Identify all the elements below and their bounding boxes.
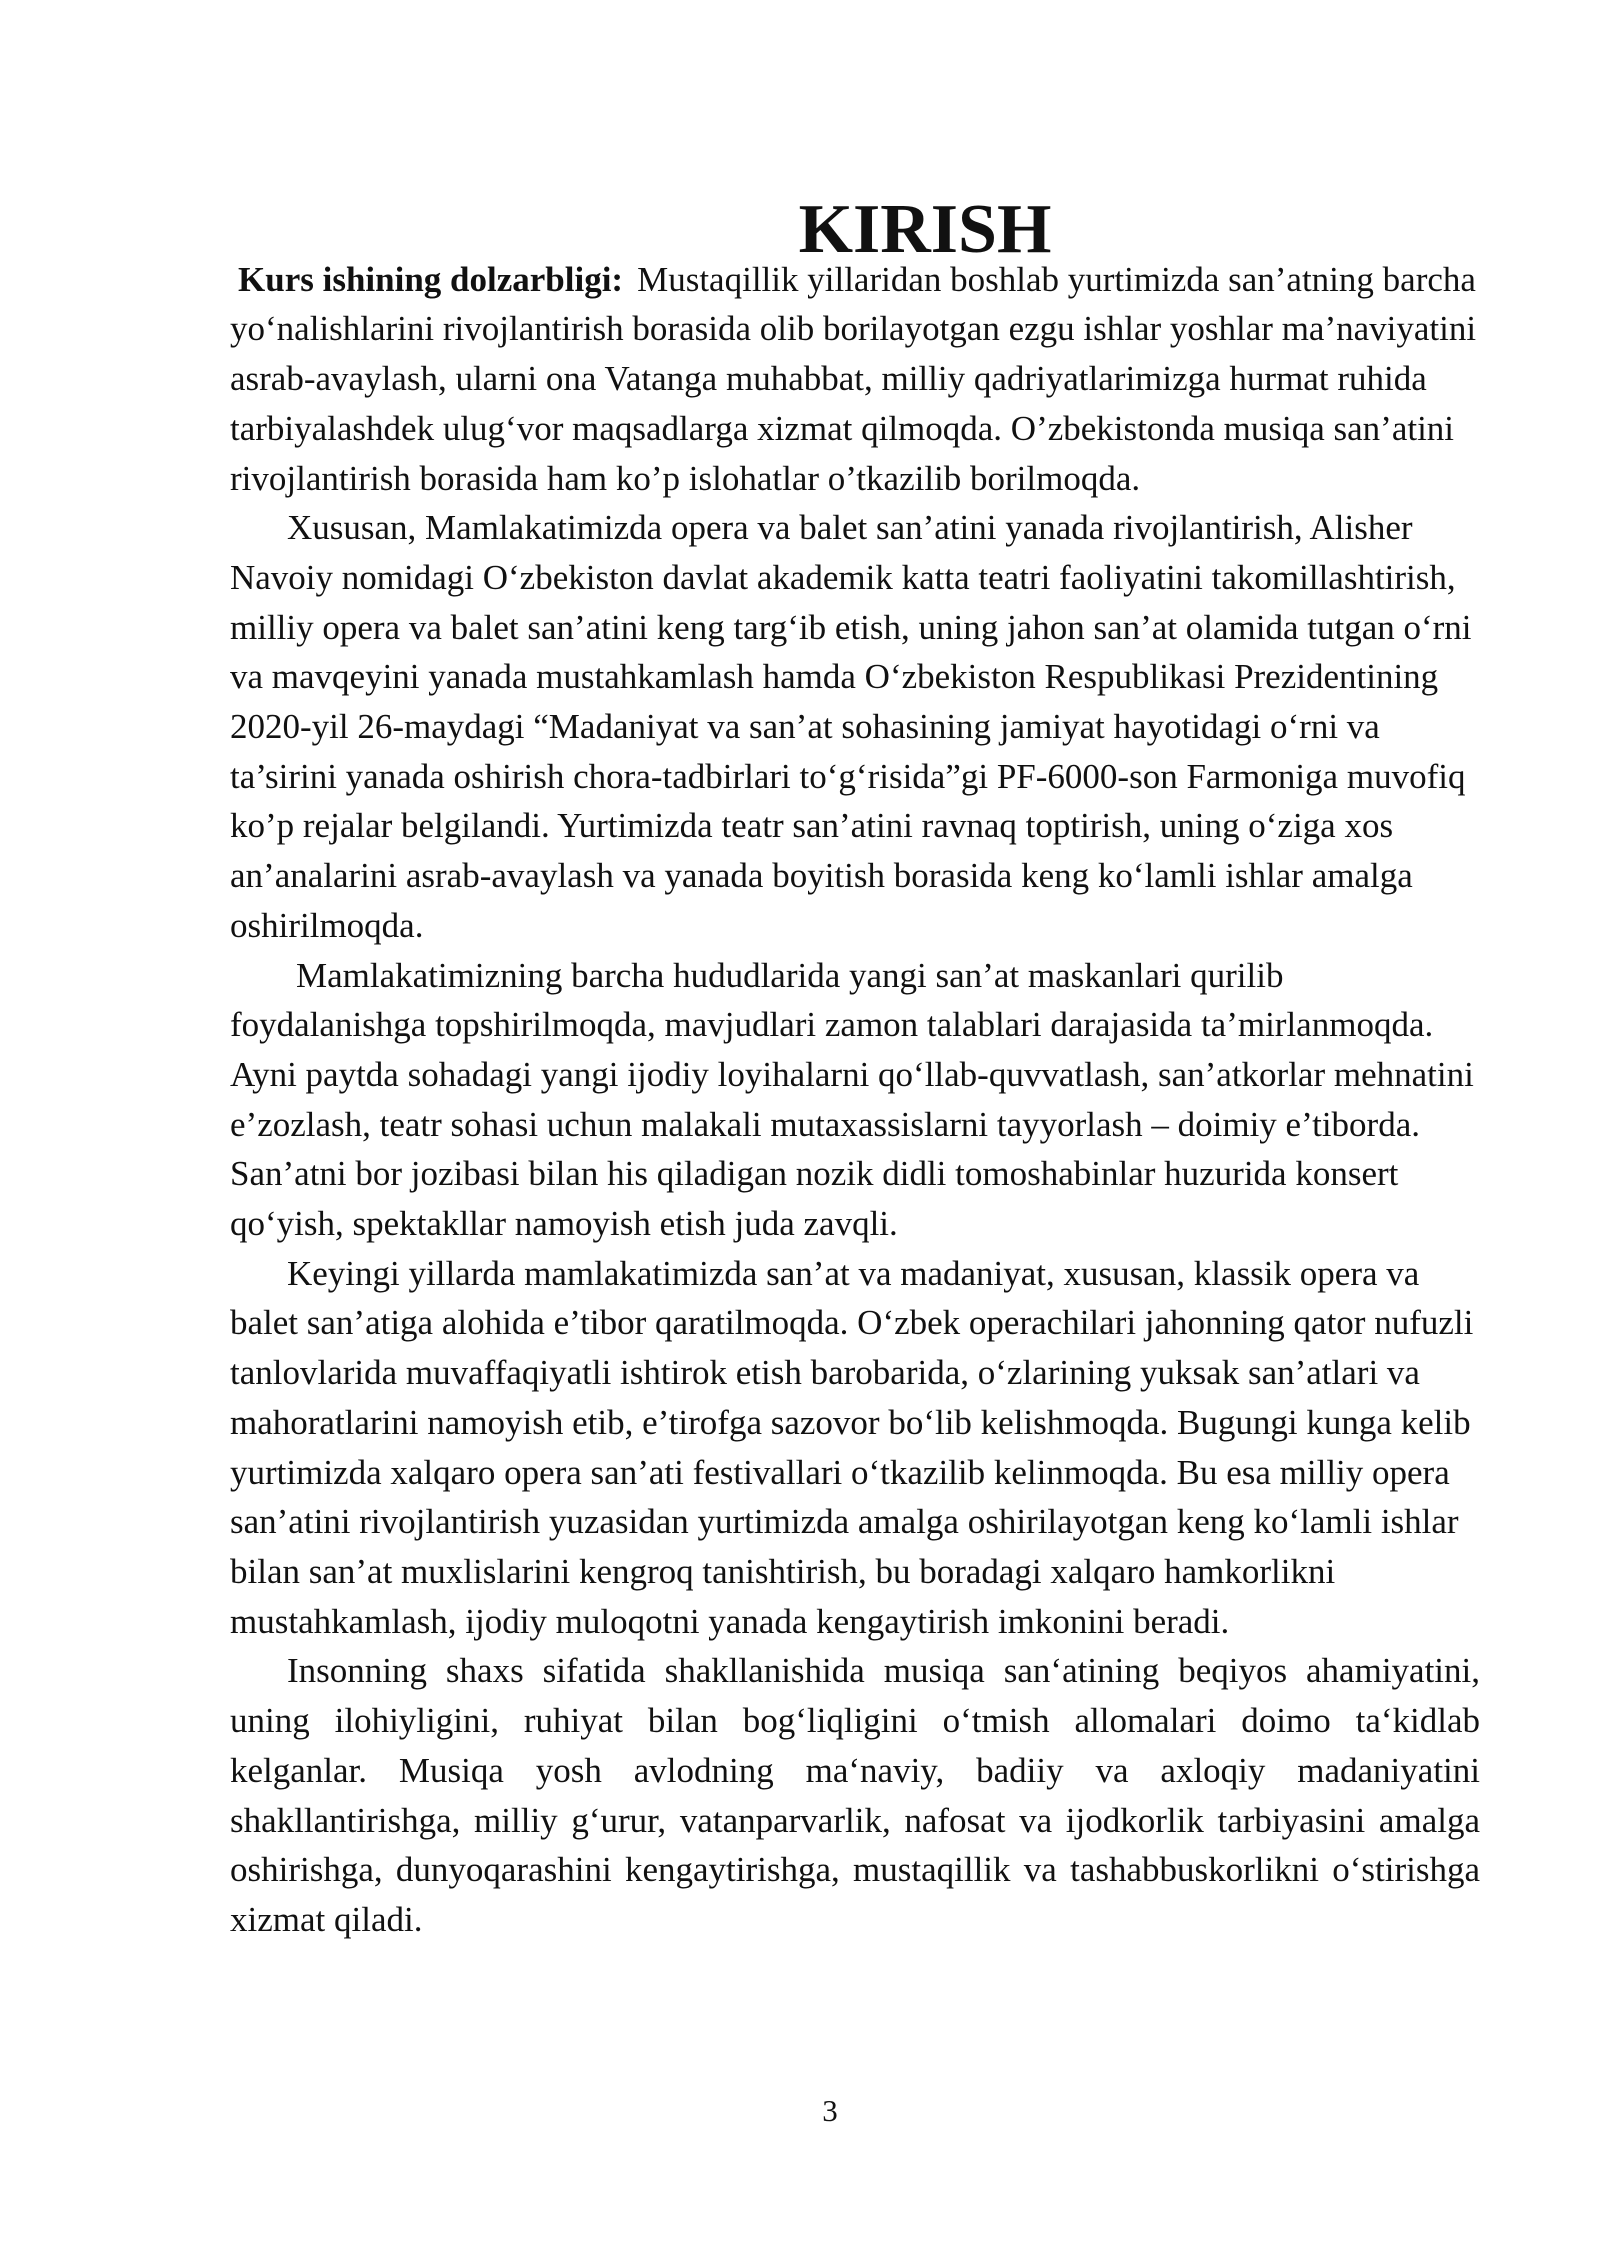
section-heading: KIRISH — [798, 191, 1052, 268]
paragraph-art-venues: Mamlakatimizning barcha hududlarida yangi san’at maskanlari qurilib foydalanishga topshirilmoqda, mavjudlari zamon talablari darajasida ta’mirlanmoqda. Ayni paytda sohadagi yangi ijodiy loyihalarni qo‘llab-quvvatlash, san’atkorlar mehnatini e’zozlash, teatr sohasi uchun malakali mutaxassislarni tayyorlash – doimiy e’tiborda. San’atni bor jozibasi bilan his qiladigan nozik didli tomoshabinlar huzurida konsert qo‘yish, spektakllar namoyish etish juda zavqli. — [230, 955, 1474, 1244]
document-body — [230, 191, 1480, 1945]
paragraph-music-importance: Insonning shaxs sifatida shakllanishida musiqa san‘atining beqiyos ahamiyatini, uning ilohiyligini, ruhiyat bilan bog‘liqligini o‘tmish allomalari doimo ta‘kidlab kelganlar. Musiqa yosh avlodning ma‘naviy, badiiy va axloqiy madaniyatini shakllantirishga, milliy g‘urur, vatanparvarlik, nafosat va ijodkorlik tarbiyasini amalga oshirishga, dunyoqarashini kengaytirishga, mustaqillik va tashabbuskorlikni o‘stirishga xizmat qiladi. — [230, 1651, 1480, 1939]
paragraph-classical-opera: Keyingi yillarda mamlakatimizda san’at va madaniyat, xususan, klassik opera va balet san’atiga alohida e’tibor qaratilmoqda. O‘zbek operachilari jahonning qator nufuzli tanlovlarida muvaffaqiyatli ishtirok etish barobarida, o‘zlarining yuksak san’atlari va mahoratlarini namoyish etib, e’tirofga sazovor bo‘lib kelishmoqda. Bugungi kunga kelib yurtimizda xalqaro opera san’ati festivallari o‘tkazilib kelinmoqda. Bu esa milliy opera san’atini rivojlantirish yuzasidan yurtimizda amalga oshirilayotgan keng ko‘lamli ishlar bilan san’at muxlislarini kengroq tanishtirish, bu boradagi xalqaro hamkorlikni mustahkamlash, ijodiy muloqotni yanada kengaytirish imkonini beradi. — [230, 1253, 1474, 1641]
paragraph-opera-ballet: Xususan, Mamlakatimizda opera va balet san’atini yanada rivojlantirish, Alisher Navoiy nomidagi O‘zbekiston davlat akademik katta teatri faoliyatini takomillashtirish, milliy opera va balet san’atini keng targ‘ib etish, uning jahon san’at olamida tutgan o‘rni va mavqeyini yanada mustahkamlash hamda O‘zbekiston Respublikasi Prezidentining 2020-yil 26-maydagi “Madaniyat va san’at sohasining jamiyat hayotidagi o‘rni va ta’sirini yanada oshirish chora-tadbirlari to‘g‘risida”gi PF-6000-son Farmoniga muvofiq ko’p rejalar belgilandi. Yurtimizda teatr san’atini ravnaq toptirish, uning o‘ziga xos an’analarini asrab-avaylash va yanada boyitish borasida keng ko‘lamli ishlar amalga oshirilmoqda. — [230, 508, 1472, 945]
page-number: 3 — [822, 2093, 838, 2128]
paragraph-text: Mustaqillik yillaridan boshlab yurtimizda san’atning barcha yo‘nalishlarini rivojlantirish borasida olib borilayotgan ezgu ishlar yoshlar ma’naviyatini asrab-avaylash, ularni ona Vatanga muhabbat, milliy qadriyatlarimizga hurmat ruhida tarbiyalashdek ulug‘vor maqsadlarga xizmat qilmoqda. O’zbekistonda musiqa san’atini rivojlantirish borasida ham ko’p islohatlar o’tkazilib borilmoqda. — [230, 259, 1477, 498]
paragraph-lead: Kurs ishining dolzarbligi: — [238, 259, 624, 299]
paragraph-relevance — [230, 255, 1480, 504]
